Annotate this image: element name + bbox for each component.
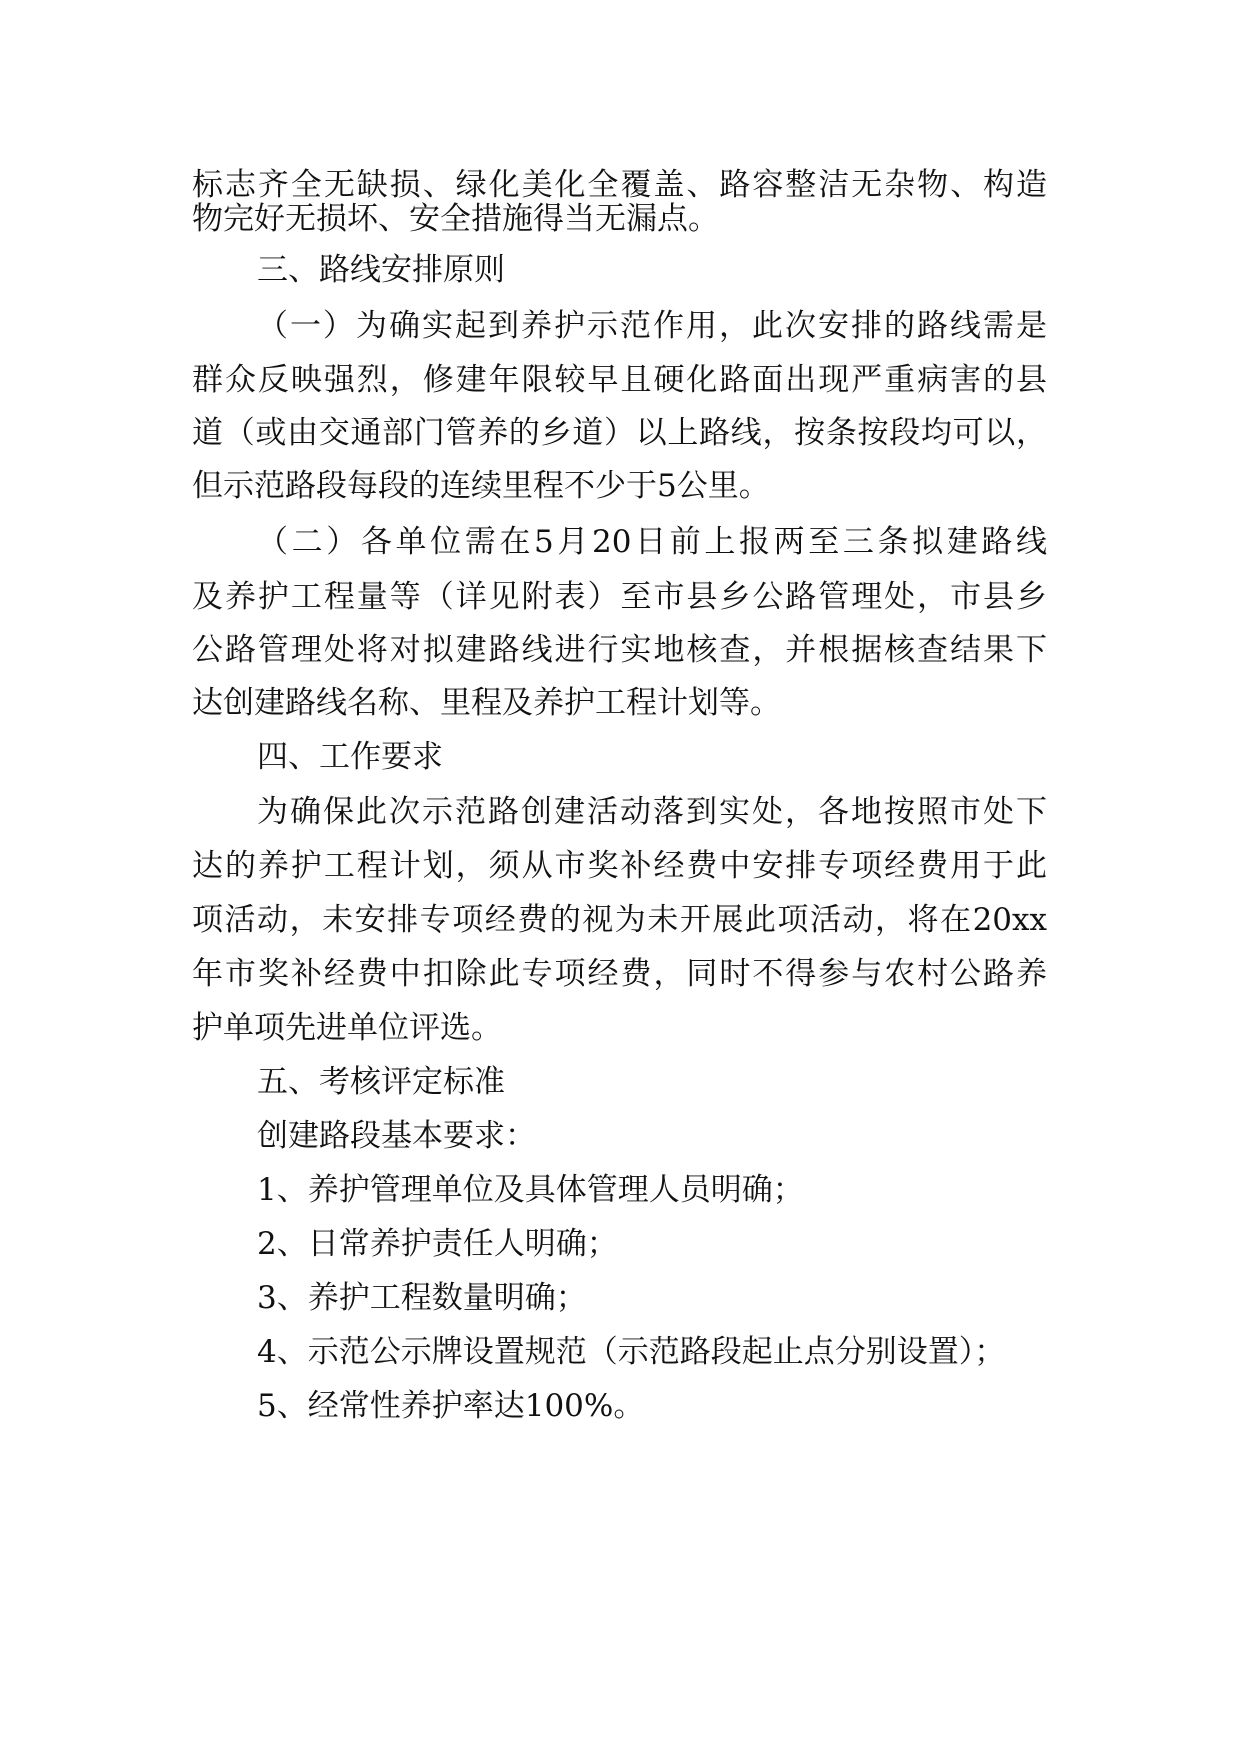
body-line: 护单项先进单位评选。 [192,1010,502,1046]
body-line: 标志齐全无缺损、绿化美化全覆盖、路容整洁无杂物、构造 [192,167,1047,203]
body-line: 但示范路段每段的连续里程不少于5公里。 [192,468,770,504]
body-line: 公路管理处将对拟建路线进行实地核查，并根据核查结果下 [192,632,1047,668]
body-line: 为确保此次示范路创建活动落到实处，各地按照市处下 [257,794,1047,830]
body-line: 达创建路线名称、里程及养护工程计划等。 [192,685,781,721]
body-line: 物完好无损坏、安全措施得当无漏点。 [192,201,719,237]
body-line: 项活动，未安排专项经费的视为未开展此项活动，将在20xx [192,902,1047,938]
section-heading: 三、路线安排原则 [257,252,505,288]
body-line: 创建路段基本要求： [257,1118,536,1154]
body-line: 年市奖补经费中扣除此专项经费，同时不得参与农村公路养 [192,956,1047,992]
list-item: 5、经常性养护率达100%。 [257,1388,645,1424]
list-item: 2、日常养护责任人明确； [257,1226,618,1262]
list-item: 3、养护工程数量明确； [257,1280,587,1316]
section-heading: 四、工作要求 [257,739,443,775]
body-line: 达的养护工程计划，须从市奖补经费中安排专项经费用于此 [192,848,1047,884]
body-line: （一）为确实起到养护示范作用，此次安排的路线需是 [257,308,1047,344]
body-line: 道（或由交通部门管养的乡道）以上路线，按条按段均可以， [192,415,1047,451]
body-line: （二）各单位需在5月20日前上报两至三条拟建路线 [257,524,1047,560]
list-item: 4、示范公示牌设置规范（示范路段起止点分别设置）； [257,1334,1006,1370]
section-heading: 五、考核评定标准 [257,1064,505,1100]
body-line: 及养护工程量等（详见附表）至市县乡公路管理处，市县乡 [192,579,1047,615]
list-item: 1、养护管理单位及具体管理人员明确； [257,1172,804,1208]
body-line: 群众反映强烈，修建年限较早且硬化路面出现严重病害的县 [192,362,1047,398]
